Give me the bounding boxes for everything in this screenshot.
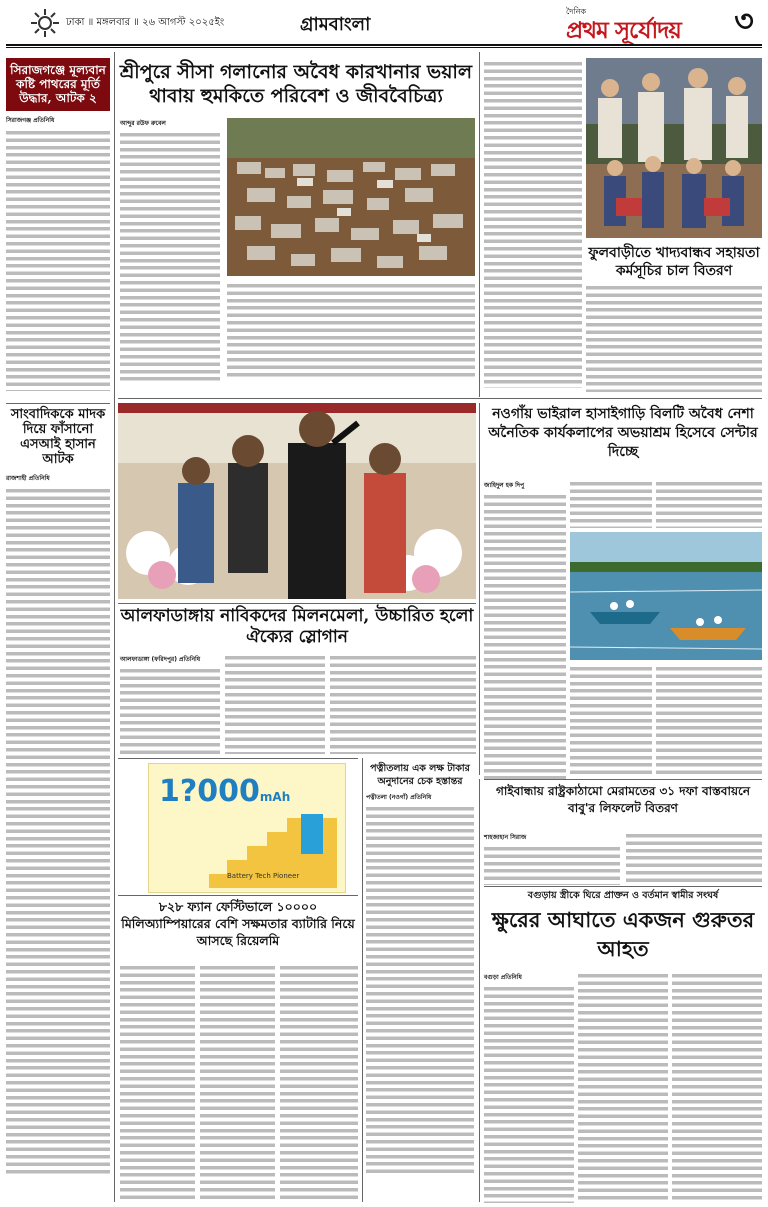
byline: জাহিদুল হক দিপু xyxy=(484,482,525,489)
divider xyxy=(484,779,762,780)
story-patnitala xyxy=(366,762,474,1200)
body-text xyxy=(227,282,475,380)
story-journalist xyxy=(6,408,110,1198)
ad-tagline: Battery Tech Pioneer xyxy=(227,872,300,880)
rice-distribution-photo xyxy=(586,58,762,238)
body-text xyxy=(578,972,668,1200)
dateline: ঢাকা ॥ মঙ্গলবার ॥ ২৬ আগস্ট ২০২৫ইং xyxy=(66,17,225,28)
body-text xyxy=(6,129,110,391)
byline: সিরাজগঞ্জ প্রতিনিধি xyxy=(6,117,55,125)
story-sreepur xyxy=(118,60,474,110)
ad-number-text: 1?000 xyxy=(159,774,260,809)
header-rule-thin xyxy=(6,47,762,48)
page-number: ৩ xyxy=(734,4,754,39)
column-divider xyxy=(479,403,480,775)
headline: আলফাডাঙ্গায় নাবিকদের মিলনমেলা, উচ্চারিত হলো ঐক্যের স্লোগান xyxy=(120,606,474,647)
divider xyxy=(118,398,762,399)
kicker: বগুড়ায় স্ত্রীকে ঘিরে প্রাক্তন ও বর্তমান স্বামীর সংঘর্ষ xyxy=(527,890,719,901)
divider xyxy=(6,403,110,404)
body-text xyxy=(570,480,652,528)
divider xyxy=(118,603,476,604)
body-text xyxy=(484,845,620,885)
story-gaibandha xyxy=(484,783,762,829)
body-text xyxy=(225,654,325,754)
story-gaibandha-body xyxy=(484,832,620,882)
newspaper-logo: প্রথম সূর্যোদয় xyxy=(566,17,681,44)
body-text xyxy=(120,667,220,757)
divider xyxy=(484,886,762,887)
story-fulbari xyxy=(586,244,762,394)
headline: গাইবান্ধায় রাষ্ট্রকাঠামো মেরামতের ৩১ দফা বাস্তবায়নে বাবু'র লিফলেট বিতরণ xyxy=(496,784,750,815)
story-bogura xyxy=(484,905,762,967)
story-naogaon-col1 xyxy=(484,480,566,780)
column-divider xyxy=(114,52,115,1202)
sun-emblem-icon xyxy=(30,8,60,38)
story-alfadanga xyxy=(118,606,476,650)
sailors-rally-photo xyxy=(118,403,476,599)
body-text xyxy=(672,972,762,1200)
story-bogura-body xyxy=(484,972,574,1200)
body-text xyxy=(280,964,358,1200)
body-text xyxy=(484,985,574,1203)
headline: ক্ষুরের আঘাতে একজন গুরুতর আহত xyxy=(491,907,755,961)
divider xyxy=(118,758,358,759)
story-alfadanga-body xyxy=(120,654,220,754)
headline: সিরাজগঞ্জে মূল্যবান কষ্টি পাথরের মূর্তি উদ্ধার, আটক ২ xyxy=(6,58,110,111)
section-title: গ্রামবাংলা xyxy=(300,14,371,35)
body-text xyxy=(200,964,275,1200)
column-divider xyxy=(479,779,480,1202)
byline: শাহজাহান সিরাজ xyxy=(484,834,527,841)
realme-advertisement xyxy=(148,763,346,893)
story-sirajganj xyxy=(6,58,110,398)
body-text xyxy=(120,964,195,1200)
wetland-boats-photo xyxy=(570,532,762,660)
body-text xyxy=(120,131,220,383)
body-text xyxy=(656,480,762,528)
byline: আলফাডাঙ্গা (ফরিদপুর) প্রতিনিধি xyxy=(120,656,201,663)
ad-big-number xyxy=(159,774,290,809)
story-bogura-kicker xyxy=(484,889,762,903)
body-text xyxy=(6,487,110,1177)
brand-prefix: দৈনিক xyxy=(566,7,587,16)
headline: পত্নীতলায় এক লক্ষ টাকার অনুদানের চেক হস্তান্তর xyxy=(370,763,470,787)
story-realme xyxy=(118,898,358,958)
header-rule xyxy=(6,44,762,46)
byline: রাজশাহী প্রতিনিধি xyxy=(6,474,50,482)
headline: নওগাঁয় ভাইরাল হাসাইগাড়ি বিলটি অবৈধ নেশা অনৈতিক কার্যকলাপের অভয়াশ্রম হিসেবে সেন্টার দিচ্ছে xyxy=(488,406,758,460)
headline: সাংবাদিককে মাদক দিয়ে ফাঁসানো এসআই হাসান আটক xyxy=(10,407,106,467)
headline: ৮২৮ ফ্যান ফেস্টিভালে ১০০০০ মিলিঅ্যাম্পিয়ারের বেশি সক্ষমতার ব্যাটারি নিয়ে আসছে রিয়েলমি xyxy=(121,899,355,948)
body-text xyxy=(586,284,762,392)
ad-unit: mAh xyxy=(259,790,291,804)
battery-dump-photo xyxy=(227,118,475,276)
byline: আব্দুর রউফ রুবেল xyxy=(120,120,166,127)
divider xyxy=(118,895,358,896)
body-text xyxy=(484,493,566,783)
body-text xyxy=(656,665,762,775)
story-sreepur-col1 xyxy=(120,118,220,380)
body-text xyxy=(366,805,474,1175)
byline: বগুড়া প্রতিনিধি xyxy=(484,974,522,981)
headline: শ্রীপুরে সীসা গলানোর অবৈধ কারখানার ভয়াল থাবায় হুমকিতে পরিবেশ ও জীববৈচিত্র্য xyxy=(119,61,473,107)
masthead xyxy=(0,0,768,44)
body-text xyxy=(626,832,762,882)
story-naogaon xyxy=(484,405,762,475)
column-divider xyxy=(479,52,480,397)
body-text xyxy=(570,665,652,775)
body-text xyxy=(484,60,582,388)
headline: ফুলবাড়ীতে খাদ্যবান্ধব সহায়তা কর্মসূচির চাল বিতরণ xyxy=(588,245,760,279)
body-text xyxy=(330,654,476,754)
byline: পত্নীতলা (নওগাঁ) প্রতিনিধি xyxy=(366,794,432,801)
column-divider xyxy=(362,758,363,1202)
